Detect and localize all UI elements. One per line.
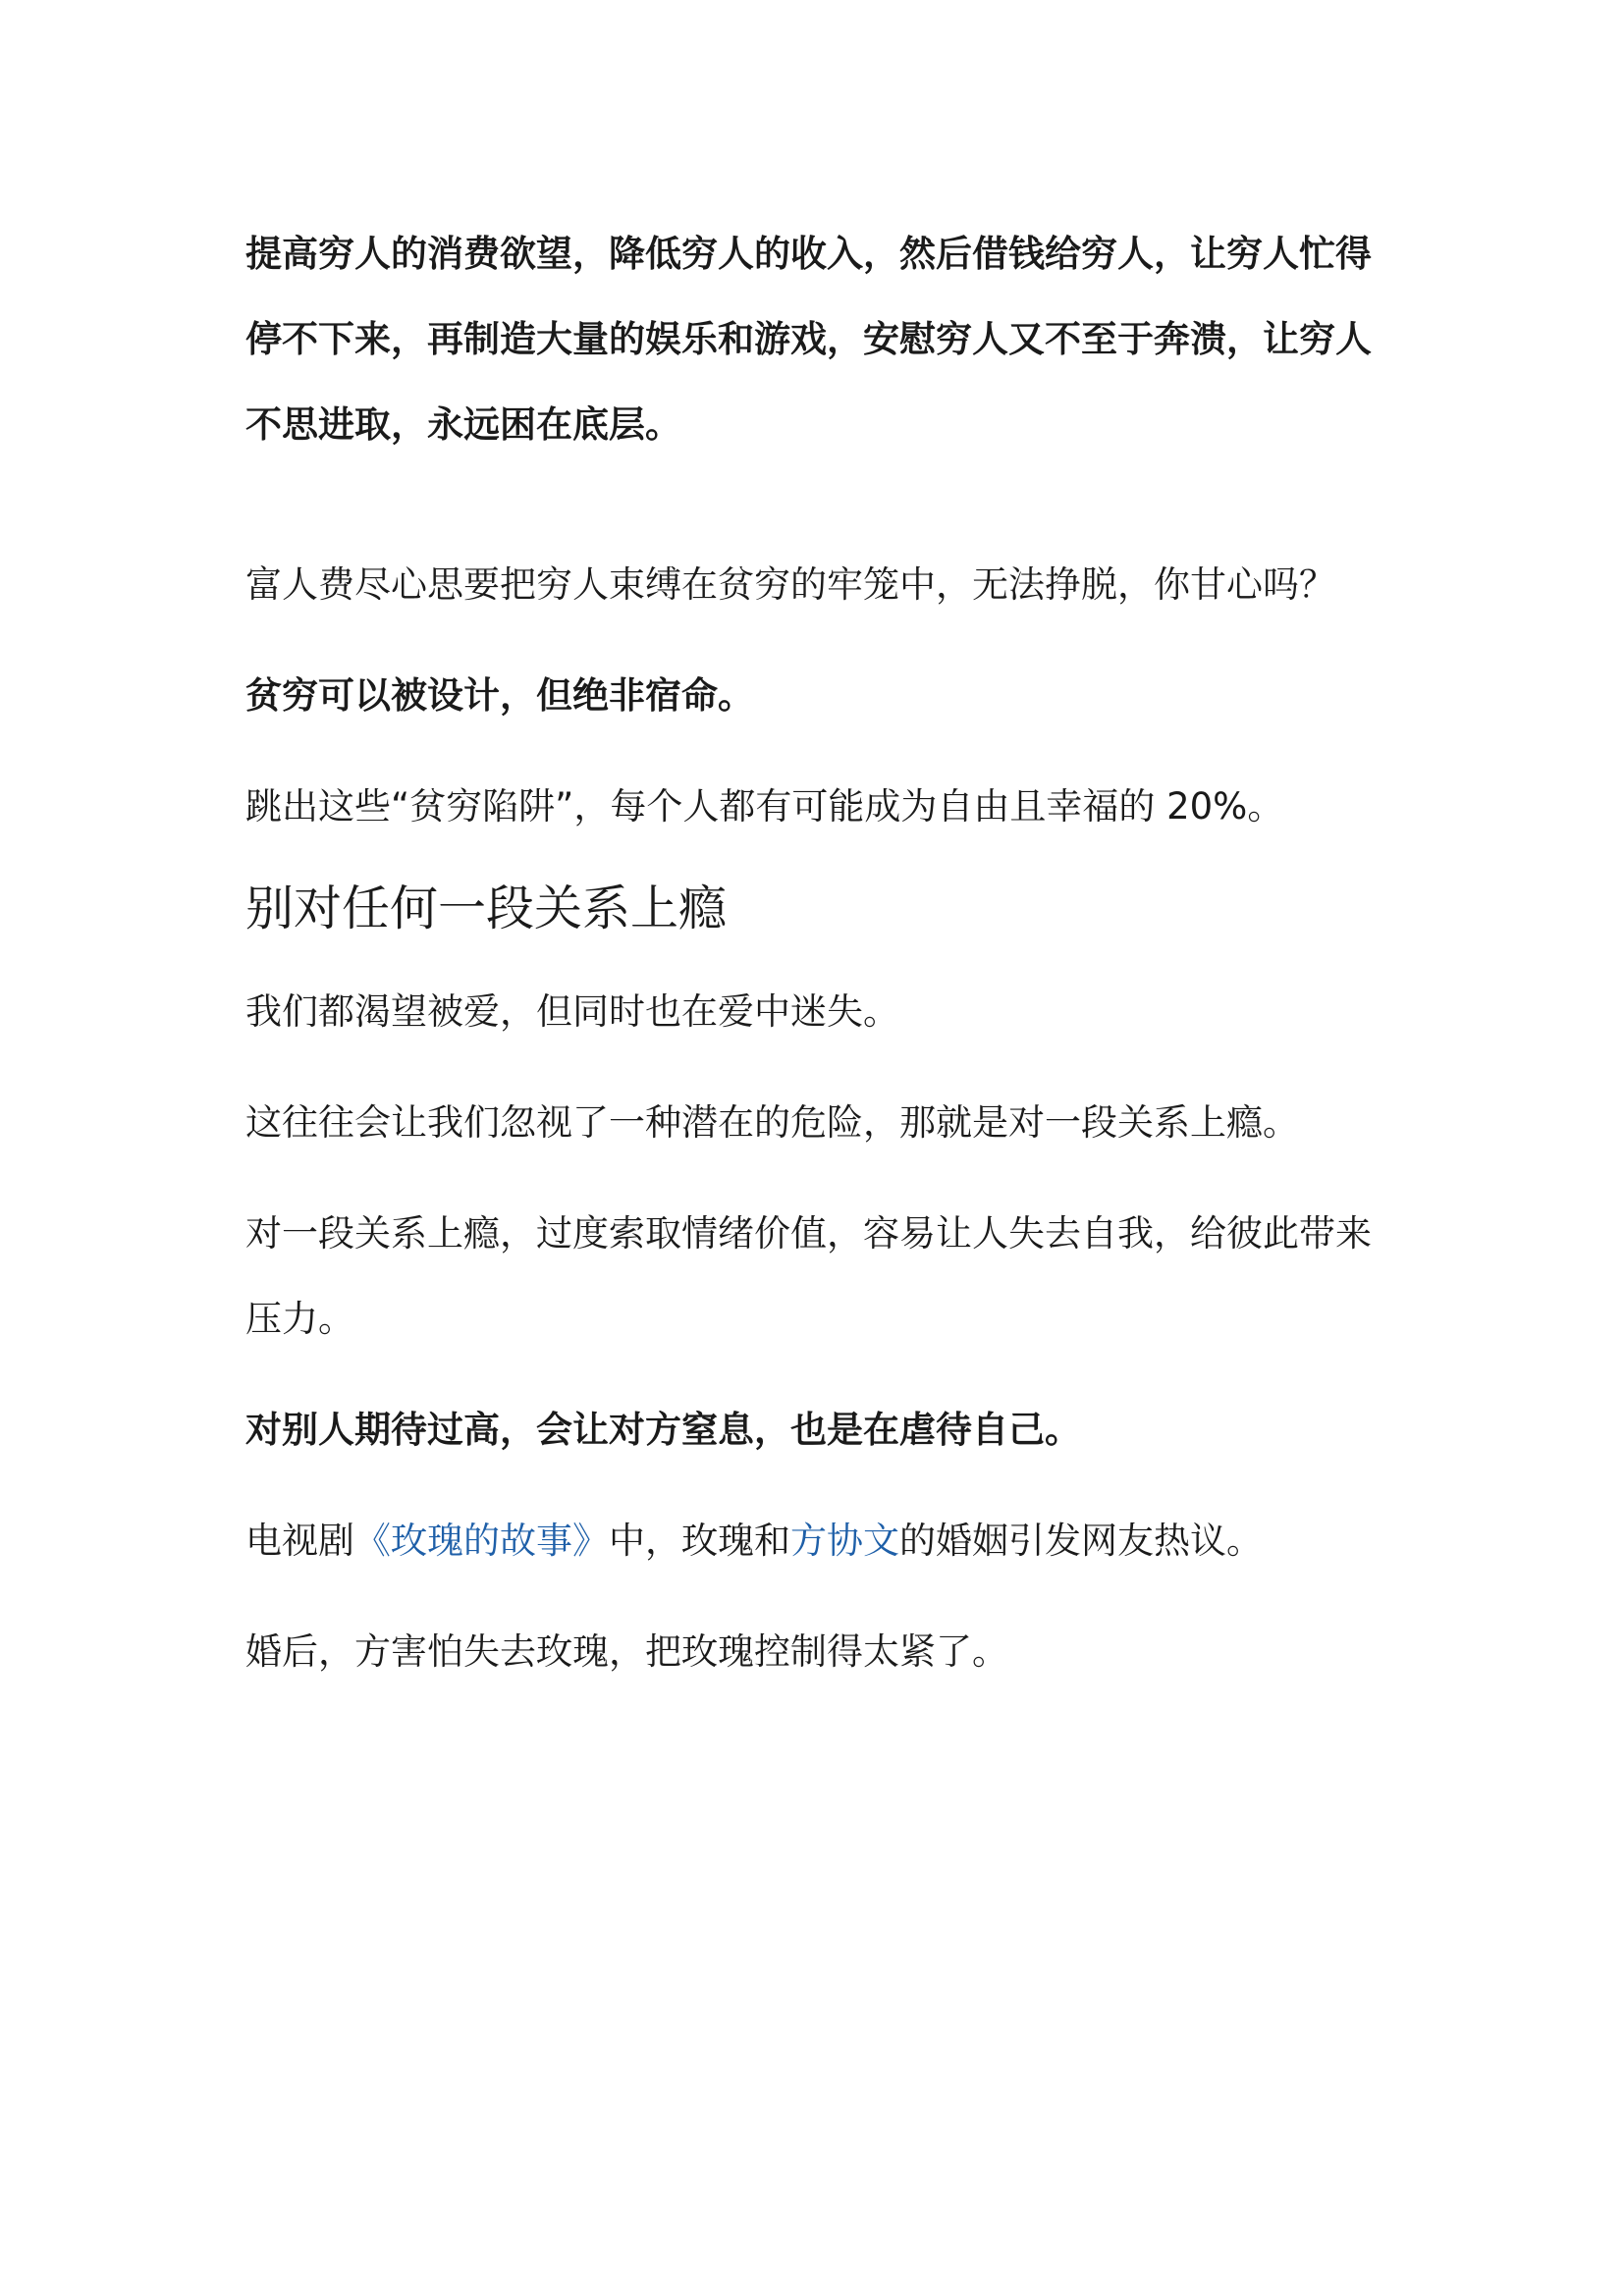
text-before-link: 电视剧 bbox=[245, 1520, 354, 1562]
link-character-name[interactable]: 方协文 bbox=[790, 1520, 899, 1562]
paragraph-hidden-danger: 这往往会让我们忽视了一种潜在的危险，那就是对一段关系上瘾。 bbox=[245, 1101, 1299, 1144]
link-drama-title[interactable]: 《玫瑰的故事》 bbox=[354, 1520, 609, 1562]
paragraph-addiction: 对一段关系上瘾，过度索取情绪价值，容易让人失去自我，给彼此带来压力。 bbox=[245, 1212, 1372, 1340]
article-body bbox=[245, 211, 1394, 1694]
section-heading: 别对任何一段关系上瘾 bbox=[245, 881, 728, 936]
paragraph-poverty-trap: 提高穷人的消费欲望，降低穷人的收入，然后借钱给穷人，让穷人忙得停不下来，再制造大量的娱乐和游戏，安慰穷人又不至于奔溃，让穷人不思进取，永远困在底层。 bbox=[245, 233, 1372, 446]
paragraph-not-destiny: 贫穷可以被设计，但绝非宿命。 bbox=[245, 674, 754, 717]
paragraph-tv-drama bbox=[245, 1498, 1394, 1583]
paragraph-rich-cage: 富人费尽心思要把穷人束缚在贫穷的牢笼中，无法挣脱，你甘心吗？ bbox=[245, 563, 1335, 606]
text-after-link: 的婚姻引发网友热议。 bbox=[899, 1520, 1263, 1562]
paragraph-expectations: 对别人期待过高，会让对方窒息，也是在虐待自己。 bbox=[245, 1409, 1081, 1451]
paragraph-after-marriage: 婚后，方害怕失去玫瑰，把玫瑰控制得太紧了。 bbox=[245, 1630, 1008, 1673]
text-between-links: 中，玫瑰和 bbox=[609, 1520, 790, 1562]
paragraph-jump-out: 跳出这些“贫穷陷阱”，每个人都有可能成为自由且幸福的 20%。 bbox=[245, 785, 1284, 828]
paragraph-desire-love: 我们都渴望被爱，但同时也在爱中迷失。 bbox=[245, 990, 899, 1033]
